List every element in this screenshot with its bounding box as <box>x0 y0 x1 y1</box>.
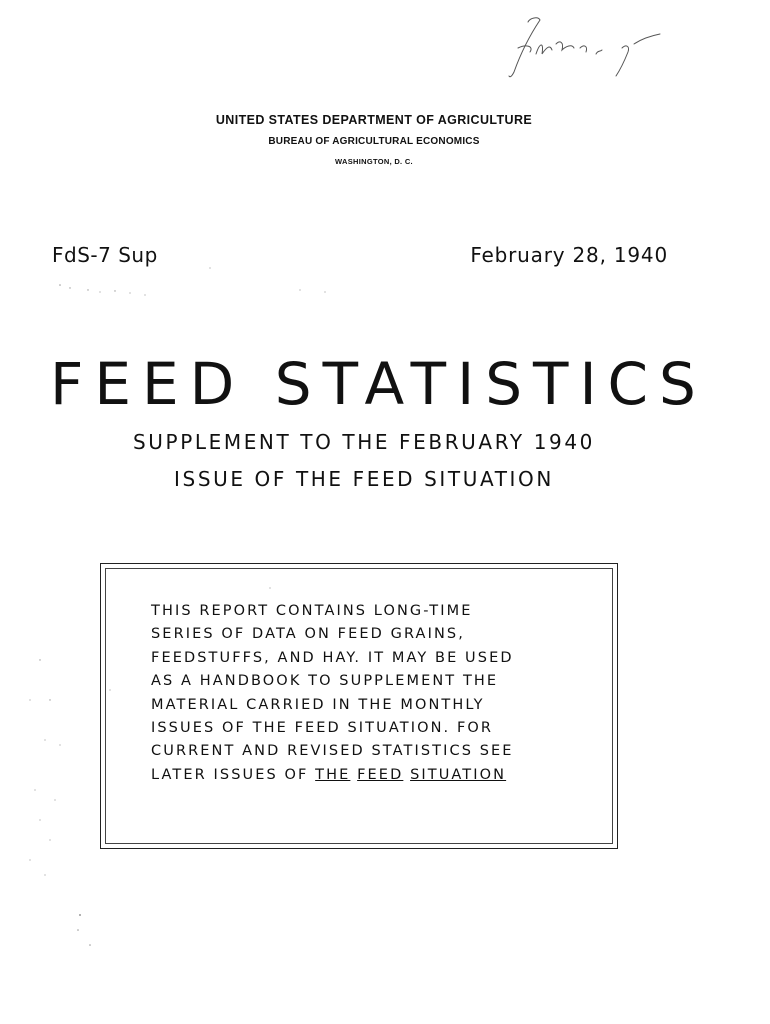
notice-line: FEEDSTUFFS, AND HAY. IT MAY BE USED <box>151 649 514 666</box>
notice-line: AS A HANDBOOK TO SUPPLEMENT THE <box>151 673 499 690</box>
notice-last-prefix: LATER ISSUES OF <box>151 766 316 783</box>
document-date: February 28, 1940 <box>470 243 668 267</box>
notice-last-line <box>151 764 514 787</box>
subtitle-line-1: SUPPLEMENT TO THE FEBRUARY 1940 <box>133 430 595 454</box>
notice-text <box>151 600 514 787</box>
bureau-name: BUREAU OF AGRICULTURAL ECONOMICS <box>268 136 480 147</box>
notice-line: THIS REPORT CONTAINS LONG-TIME <box>151 603 473 619</box>
publication-title-word: THE <box>315 766 351 783</box>
notice-line: ISSUES OF THE FEED SITUATION. FOR <box>151 720 494 737</box>
department-name: UNITED STATES DEPARTMENT OF AGRICULTURE <box>215 113 533 127</box>
notice-line: SERIES OF DATA ON FEED GRAINS, <box>151 626 465 643</box>
publication-title-word: SITUATION <box>410 766 507 783</box>
subtitle-line-2: ISSUE OF THE FEED SITUATION <box>174 467 554 491</box>
publication-title-word: FEED <box>357 766 404 783</box>
page-title: FEED STATISTICS <box>50 350 707 418</box>
city-name: WASHINGTON, D. C. <box>335 157 413 166</box>
notice-line: CURRENT AND REVISED STATISTICS SEE <box>151 743 514 760</box>
notice-line: MATERIAL CARRIED IN THE MONTHLY <box>151 696 485 713</box>
notice-box <box>100 563 618 849</box>
document-number: FdS-7 Sup <box>52 243 158 267</box>
